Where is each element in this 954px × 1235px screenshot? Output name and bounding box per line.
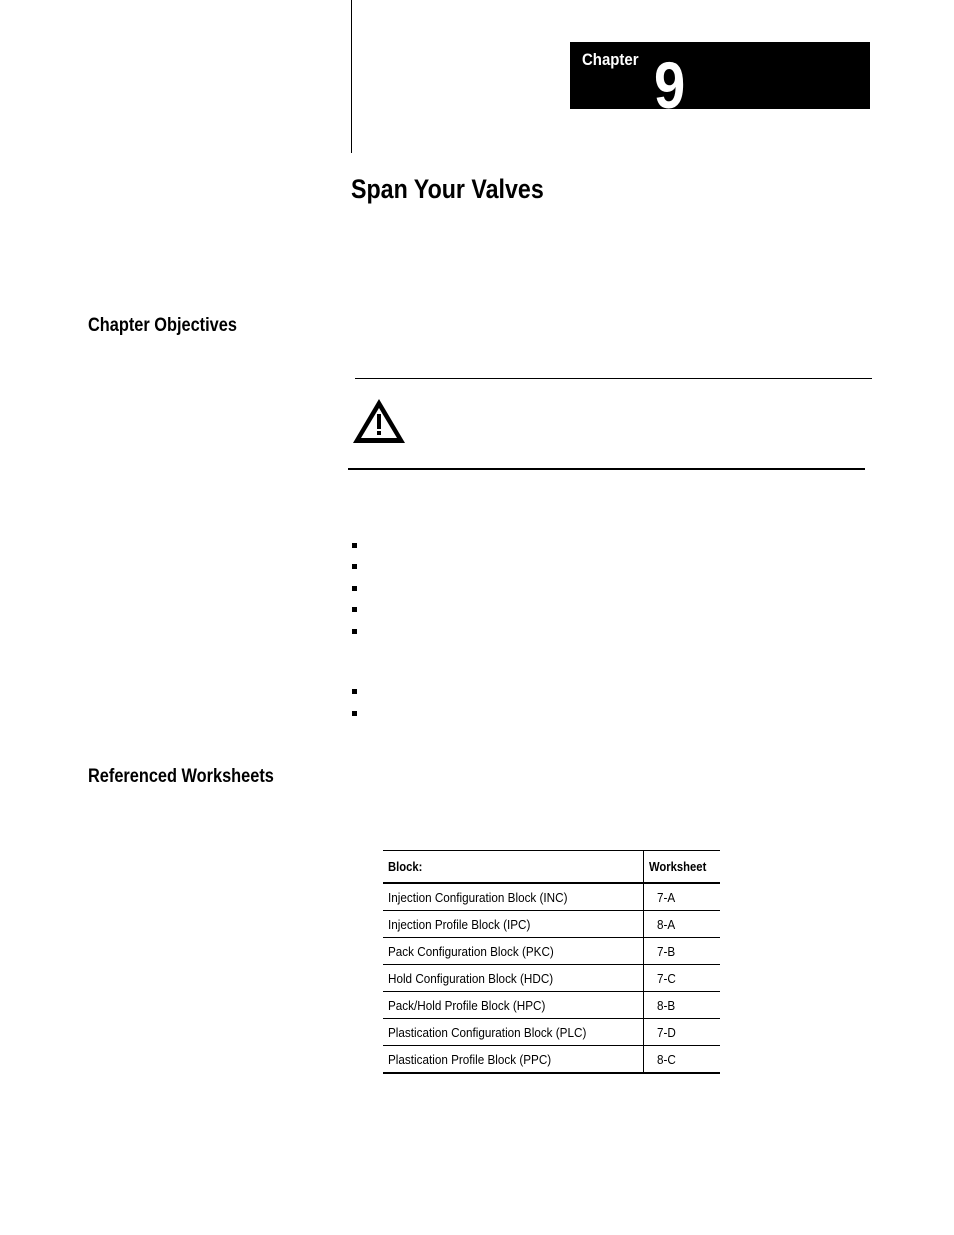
- worksheet-cell: 7-D: [644, 1019, 721, 1046]
- bullet-marker: [352, 629, 357, 634]
- table-row: [383, 965, 720, 992]
- table-row: [383, 883, 720, 911]
- block-cell: Plastication Profile Block (PPC): [383, 1046, 644, 1074]
- table-row: [383, 992, 720, 1019]
- page-title: Span Your Valves: [351, 174, 544, 204]
- table-row: [383, 1046, 720, 1074]
- bullet-marker: [352, 711, 357, 716]
- heading-chapter-objectives: Chapter Objectives: [88, 315, 237, 336]
- bullet-marker: [352, 607, 357, 612]
- bullet-marker: [352, 586, 357, 591]
- block-cell: Injection Profile Block (IPC): [383, 911, 644, 938]
- block-cell: Plastication Configuration Block (PLC): [383, 1019, 644, 1046]
- block-cell: Injection Configuration Block (INC): [383, 883, 644, 911]
- table-header-row: [383, 851, 720, 884]
- worksheet-cell: 8-B: [644, 992, 721, 1019]
- chapter-tab: [570, 42, 870, 109]
- worksheet-table: [383, 850, 720, 1074]
- warning-top-rule: [355, 378, 872, 379]
- column-header-worksheet: Worksheet: [644, 851, 721, 884]
- chapter-number: 9: [654, 48, 686, 109]
- worksheet-cell: 8-C: [644, 1046, 721, 1074]
- margin-rule: [351, 0, 352, 153]
- worksheet-cell: 8-A: [644, 911, 721, 938]
- table-row: [383, 938, 720, 965]
- chapter-label: Chapter: [582, 50, 639, 69]
- bullet-marker: [352, 689, 357, 694]
- block-cell: Hold Configuration Block (HDC): [383, 965, 644, 992]
- table-row: [383, 911, 720, 938]
- warning-bottom-rule: [348, 468, 865, 470]
- block-cell: Pack/Hold Profile Block (HPC): [383, 992, 644, 1019]
- worksheet-cell: 7-B: [644, 938, 721, 965]
- column-header-block: Block:: [383, 851, 644, 884]
- worksheet-cell: 7-A: [644, 883, 721, 911]
- bullet-marker: [352, 564, 357, 569]
- block-cell: Pack Configuration Block (PKC): [383, 938, 644, 965]
- heading-referenced-worksheets: Referenced Worksheets: [88, 766, 274, 787]
- warning-triangle-icon: [352, 396, 408, 446]
- worksheet-cell: 7-C: [644, 965, 721, 992]
- table-row: [383, 1019, 720, 1046]
- bullet-marker: [352, 543, 357, 548]
